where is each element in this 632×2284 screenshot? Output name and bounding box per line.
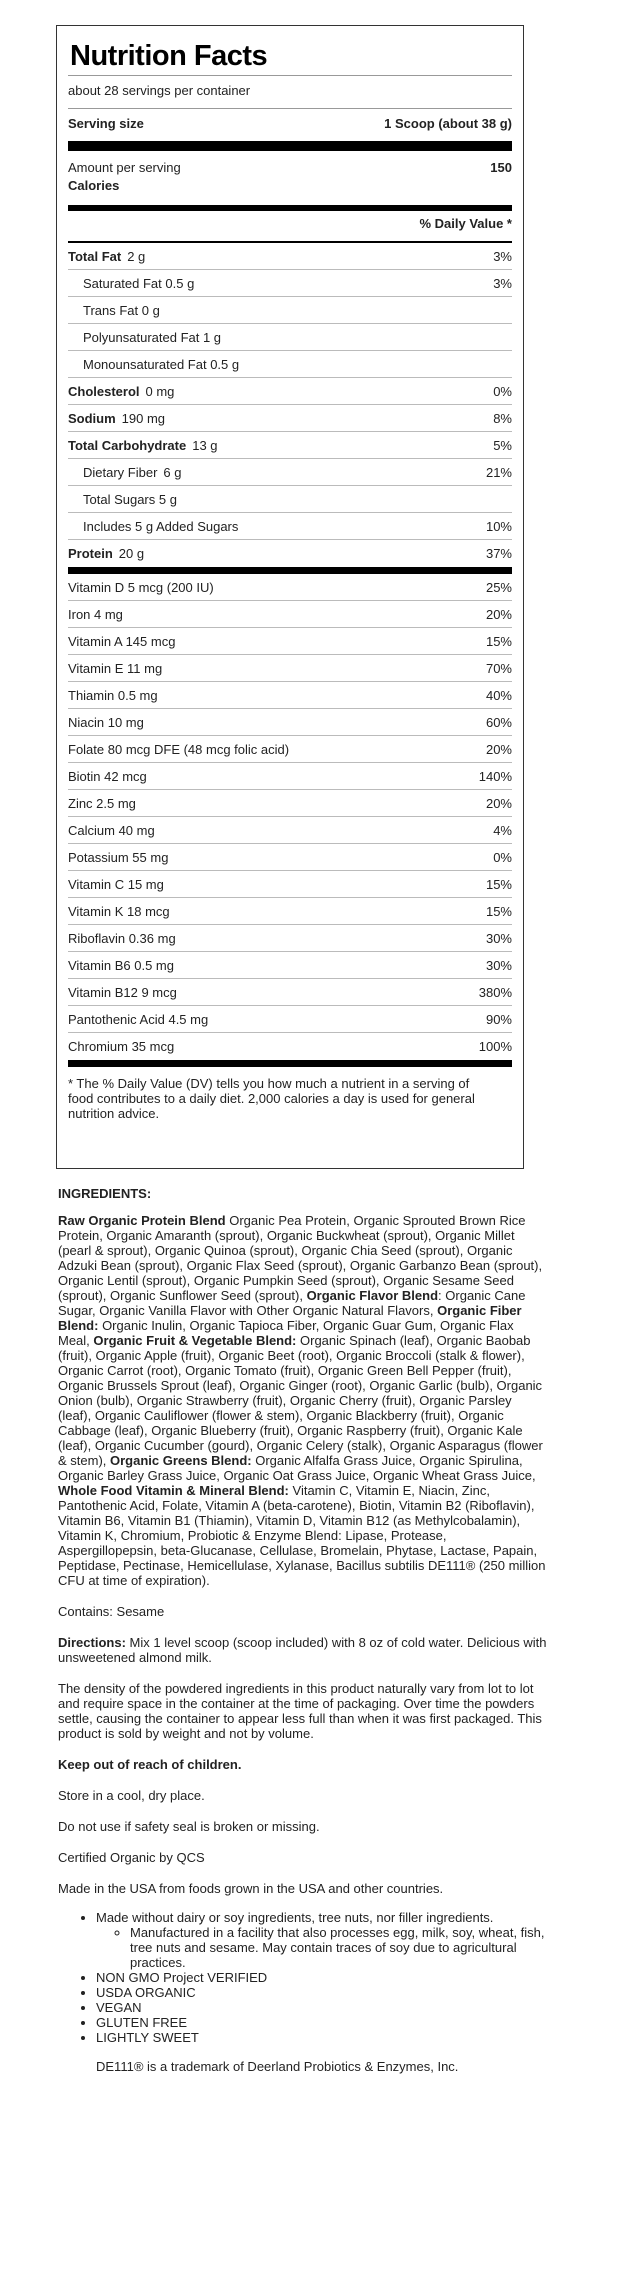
nutrient-amount: 20 g [118,546,145,561]
vitamin-row [68,601,512,628]
nutrient-label [68,249,145,264]
vitamin-daily-value: 20% [485,795,512,811]
daily-value-header: % Daily Value * [419,216,512,231]
vitamin-daily-value: 100% [478,1039,512,1054]
nutrient-row [68,378,512,405]
nutrient-daily-value: 0% [493,383,512,399]
product-info [58,1186,558,2074]
vitamin-name: Vitamin B12 9 mcg [68,984,177,1000]
nutrient-row [68,270,512,297]
list-item [96,1910,558,1970]
claim-text: Made without dairy or soy ingredients, tree nuts, nor filler ingredients. [96,1910,494,1925]
nutrient-label [68,492,177,507]
vitamin-name: Folate 80 mcg DFE (48 mcg folic acid) [68,741,290,757]
ingredient-list-text: Organic Pea Protein, Organic Sprouted Brown Rice Protein, Organic Amaranth (sprout), Organic Buckwheat (sprout), Organic Millet (pearl & sprout), Organic Quinoa (sprout), Organic Chia Seed (sprout), Organic Adzuki Bean (sprout), Organic Flax Seed (sprout), Organic Garbanzo Bean (sprout), Organic Lentil (sprout), Organic Pumpkin Seed (sprout), Organic Sesame Seed (sprout), Organic Sunflower Seed (sprout), [58,1213,543,1303]
vitamin-name: Calcium 40 mg [68,822,155,838]
nutrient-label [68,384,174,399]
vitamin-name: Vitamin E 11 mg [68,660,163,676]
directions-text: Mix 1 level scoop (scoop included) with 8 oz of cold water. Delicious with unsweetened almond milk. [58,1635,547,1665]
vitamin-name: Chromium 35 mcg [68,1039,175,1054]
nutrient-label [68,330,221,345]
thick-rule [68,567,512,574]
vitamin-row [68,871,512,898]
nutrient-row [68,405,512,432]
density-note: The density of the powdered ingredients in this product naturally vary from lot to lot and require space in the container at the time of packaging. Over time the powders settle, causing the container to appear less full than when it was first packaged. This product is sold by weight and not by volume. [58,1681,542,1741]
nutrient-label [68,411,165,426]
trademark-note: DE111® is a trademark of Deerland Probiotics & Enzymes, Inc. [96,2059,459,2074]
nutrient-row [68,324,512,351]
nutrient-name: Cholesterol [68,383,140,399]
nutrient-daily-value: 3% [493,275,512,291]
vitamin-row [68,790,512,817]
nutrient-name: Saturated Fat 0.5 g [83,275,195,291]
ingredient-list-text: Organic Inulin, Organic Tapioca Fiber, Organic Guar Gum, Organic Flax Meal, [58,1318,514,1348]
calories-label: Calories [68,178,120,193]
nutrient-name: Includes 5 g Added Sugars [83,518,239,534]
storage: Store in a cool, dry place. [58,1788,205,1803]
nutrient-label [68,303,160,318]
vitamin-name: Riboflavin 0.36 mg [68,930,176,946]
warning: Keep out of reach of children. [58,1757,242,1772]
serving-size-row [68,109,512,141]
thick-rule [68,1060,512,1067]
amount-label: Amount per serving [68,160,181,175]
sub-list [96,1925,558,1970]
serving-size-value: 1 Scoop (about 38 g) [384,116,512,131]
nutrient-name: Sodium [68,410,116,426]
claims-list [58,1910,558,2045]
nutrient-amount: 190 mg [121,410,166,426]
vitamin-name: Vitamin C 15 mg [68,876,164,892]
serving-size-label: Serving size [68,116,144,131]
nutrient-row [68,513,512,540]
vitamin-name: Potassium 55 mg [68,849,169,865]
nutrition-facts-panel [56,25,524,1169]
nutrient-name: Dietary Fiber [83,464,158,480]
vitamin-row [68,709,512,736]
nutrient-daily-value: 3% [493,248,512,264]
vitamin-daily-value: 380% [478,984,512,1000]
nutrient-label [68,276,194,291]
ingredient-list-text: Vitamin C, Vitamin E, Niacin, Zinc, Pantothenic Acid, Folate, Vitamin A (beta-carotene), Biotin, Vitamin B2 (Riboflavin), Vitamin B6, Vitamin B1 (Thiamin), Vitamin D, Vitamin B12 (as Methylcobalamin), Vitamin K, Chromium, Probiotic & Enzyme Blend: Lipase, Protease, Aspergillopepsin, beta-Glucanase, Cellulase, Bromelain, Phytase, Lactase, Papain, Peptidase, Pectinase, Hemicellulase, Xylanase, Bacillus subtilis DE111® (250 million CFU at time of expiration). [58,1483,546,1588]
nutrient-daily-value: 37% [485,546,512,561]
nutrient-label [68,519,238,534]
nutrient-label [68,357,239,372]
seal-warning: Do not use if safety seal is broken or missing. [58,1819,320,1834]
vitamin-row [68,844,512,871]
vitamin-name: Pantothenic Acid 4.5 mg [68,1011,209,1027]
nutrient-row [68,540,512,567]
nutrient-label [68,438,218,453]
nutrient-list [68,243,512,567]
vitamin-daily-value: 30% [485,930,512,946]
vitamin-name: Vitamin K 18 mcg [68,903,170,919]
made-in: Made in the USA from foods grown in the USA and other countries. [58,1881,444,1896]
vitamin-daily-value: 20% [485,606,512,622]
nutrient-label [68,546,144,561]
ingredient-blend-name: Organic Fiber Blend: [58,1303,522,1333]
ingredient-list-text: Organic Spinach (leaf), Organic Baobab (fruit), Organic Apple (fruit), Organic Beet (root), Organic Broccoli (stalk & flower), Organic Carrot (root), Organic Tomato (fruit), Organic Green Bell Pepper (fruit), Organic Brussels Sprout (leaf), Organic Ginger (root), Organic Garlic (bulb), Organic Onion (bulb), Organic Strawberry (fruit), Organic Cherry (fruit), Organic Parsley (leaf), Organic Cauliflower (flower & stem), Organic Blackberry (fruit), Organic Cabbage (leaf), Organic Blueberry (fruit), Organic Raspberry (fruit), Organic Kale (leaf), Organic Cucumber (gourd), Organic Celery (stalk), Organic Asparagus (flower & stem), [58,1333,543,1468]
nutrient-daily-value: 21% [485,464,512,480]
nutrient-amount: 0 mg [145,383,175,399]
vitamin-daily-value: 140% [478,768,512,784]
nutrient-name: Trans Fat 0 g [83,302,160,318]
nutrient-daily-value: 10% [485,518,512,534]
ingredient-blend-name: Organic Fruit & Vegetable Blend: [93,1333,297,1348]
directions-label: Directions: [58,1635,126,1650]
vitamin-name: Thiamin 0.5 mg [68,687,158,703]
list-item: • VEGAN [96,2000,558,2015]
nutrient-amount: 6 g [163,464,182,480]
vitamin-name: Biotin 42 mcg [68,768,147,784]
nutrient-amount: 2 g [127,248,146,264]
vitamin-row [68,925,512,952]
nutrient-row [68,432,512,459]
list-item: • LIGHTLY SWEET [96,2030,558,2045]
nutrient-name: Protein [68,546,113,561]
vitamin-name: Niacin 10 mg [68,714,144,730]
vitamin-row [68,628,512,655]
vitamin-daily-value: 0% [493,849,512,865]
nutrient-name: Total Sugars 5 g [83,491,177,507]
nutrient-name: Monounsaturated Fat 0.5 g [83,356,240,372]
vitamin-daily-value: 70% [485,660,512,676]
calories-value: 150 [490,160,512,175]
ingredient-blend-name: Organic Flavor Blend [306,1288,439,1303]
list-item: • USDA ORGANIC [96,1985,558,2000]
amount-per-serving-row [68,151,512,177]
vitamin-daily-value: 15% [485,903,512,919]
vitamin-row [68,736,512,763]
vitamin-daily-value: 40% [485,687,512,703]
nutrient-row [68,297,512,324]
footnote: * The % Daily Value (DV) tells you how much a nutrient in a serving of food contributes to a daily diet. 2,000 calories a day is used for general nutrition advice. [68,1076,475,1121]
directions [58,1635,558,1665]
vitamin-row [68,817,512,844]
vitamin-name: Zinc 2.5 mg [68,795,136,811]
list-item: • NON GMO Project VERIFIED [96,1970,558,1985]
vitamin-daily-value: 60% [485,714,512,730]
nutrient-row [68,459,512,486]
vitamin-row [68,979,512,1006]
vitamin-list [68,574,512,1060]
vitamin-row [68,898,512,925]
ingredients-text [58,1213,546,1588]
vitamin-row [68,682,512,709]
vitamin-name: Iron 4 mg [68,606,123,622]
nutrient-name: Total Fat [68,248,122,264]
nutrient-row [68,486,512,513]
nutrient-name: Polyunsaturated Fat 1 g [83,329,222,345]
vitamin-name: Vitamin B6 0.5 mg [68,957,174,973]
vitamin-daily-value: 25% [485,579,512,595]
vitamin-daily-value: 15% [485,633,512,649]
vitamin-name: Vitamin A 145 mcg [68,633,176,649]
nutrient-daily-value: 5% [493,437,512,453]
nutrient-name: Total Carbohydrate [68,437,187,453]
nutrient-row [68,351,512,378]
vitamin-row [68,952,512,979]
nutrient-row [68,243,512,270]
vitamin-daily-value: 15% [485,876,512,892]
nutrient-label [68,465,182,480]
vitamin-row [68,655,512,682]
servings-per-container: about 28 servings per container [68,83,251,98]
ingredient-blend-name: Organic Greens Blend: [110,1453,252,1468]
nutrient-amount: 13 g [192,437,218,453]
ingredient-blend-name: Raw Organic Protein Blend [58,1213,226,1228]
ingredients-heading: INGREDIENTS: [58,1186,152,1201]
contains-statement: Contains: Sesame [58,1604,165,1619]
vitamin-daily-value: 90% [485,1011,512,1027]
vitamin-row [68,763,512,790]
vitamin-row [68,1006,512,1033]
vitamin-daily-value: 4% [493,822,512,838]
list-item: ◦ Manufactured in a facility that also processes egg, milk, soy, wheat, fish, tree nuts and sesame. May contain traces of soy due to agricultural practices. [130,1925,558,1970]
vitamin-row [68,574,512,601]
ingredient-list-text: Organic Alfalfa Grass Juice, Organic Spirulina, Organic Barley Grass Juice, Organic Oat Grass Juice, Organic Wheat Grass Juice, [58,1453,536,1483]
thick-rule [68,141,512,151]
nutrient-daily-value: 8% [493,410,512,426]
ingredient-list-text: : Organic Cane Sugar, Organic Vanilla Flavor with Other Organic Natural Flavors, [58,1288,526,1318]
vitamin-daily-value: 30% [485,957,512,973]
ingredient-blend-name: Whole Food Vitamin & Mineral Blend: [58,1483,289,1498]
vitamin-name: Vitamin D 5 mcg (200 IU) [68,579,214,595]
vitamin-row [68,1033,512,1060]
certified-organic: Certified Organic by QCS [58,1850,205,1865]
nutrition-facts-title: Nutrition Facts [70,40,268,72]
list-item: • GLUTEN FREE [96,2015,558,2030]
vitamin-daily-value: 20% [485,741,512,757]
